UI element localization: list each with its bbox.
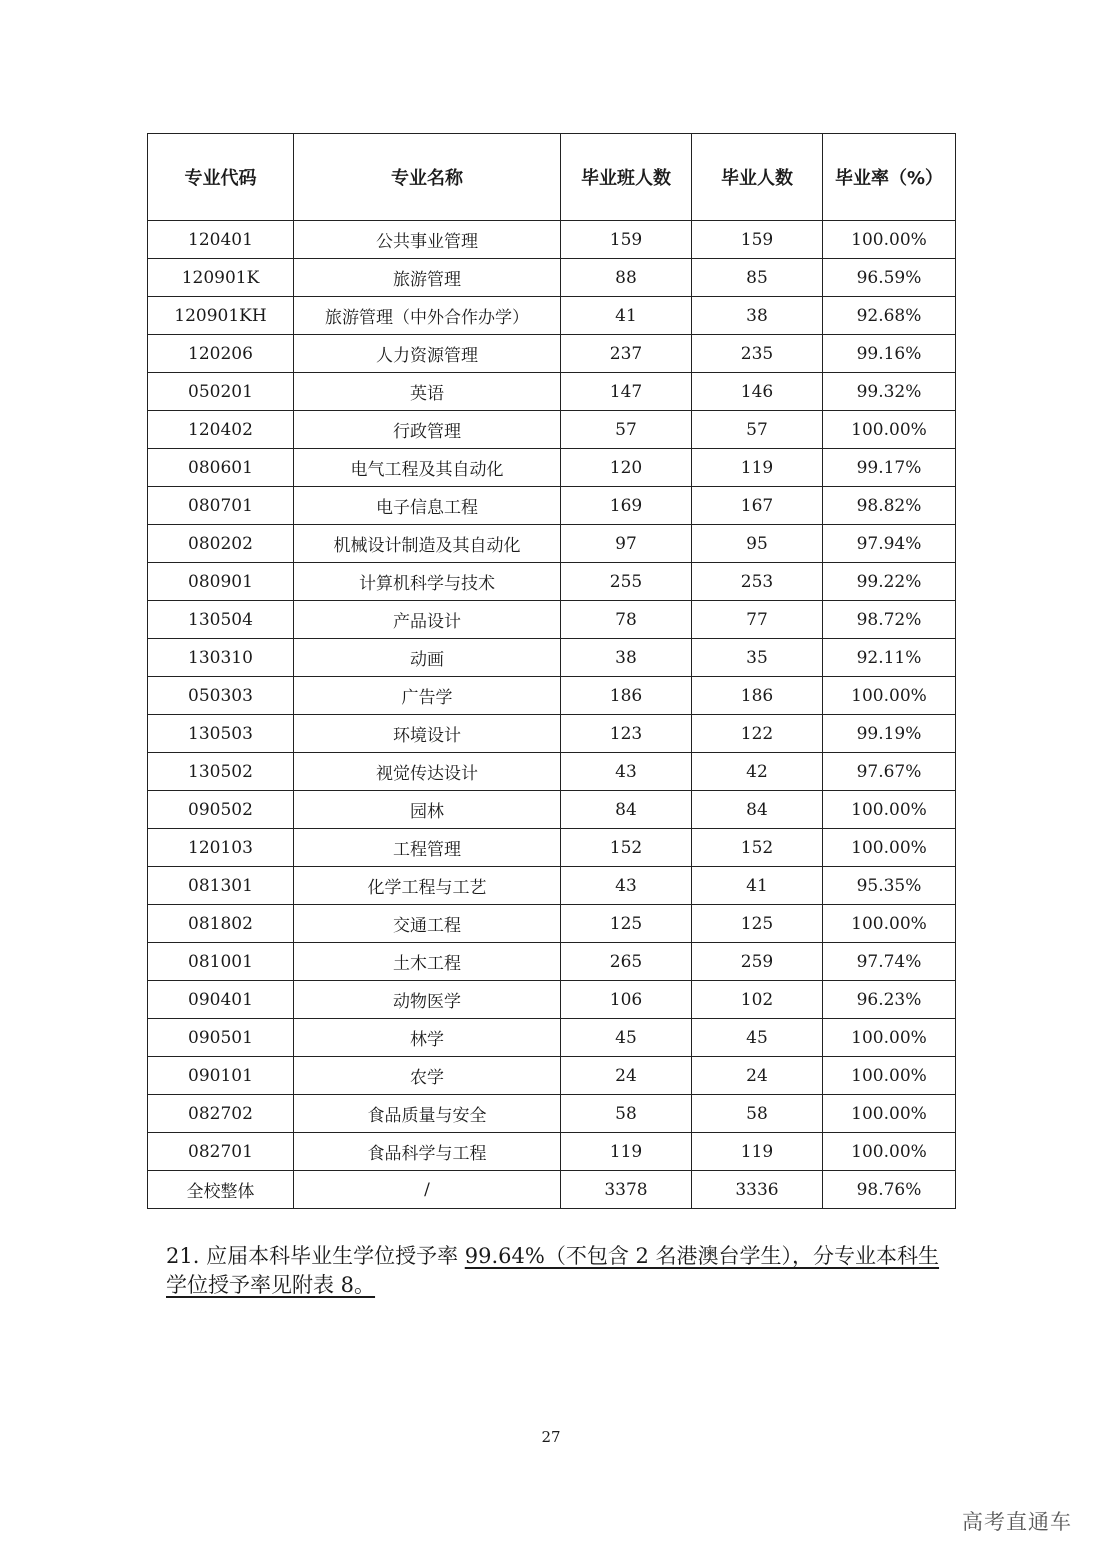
cell-class-count: 169 xyxy=(561,487,692,525)
cell-class-count: 45 xyxy=(561,1019,692,1057)
cell-graduate-count: 152 xyxy=(692,829,823,867)
cell-major-name: 园林 xyxy=(294,791,561,829)
cell-graduation-rate: 92.68% xyxy=(823,297,956,335)
cell-major-name: 林学 xyxy=(294,1019,561,1057)
cell-major-code: 081001 xyxy=(148,943,294,981)
cell-major-name: 人力资源管理 xyxy=(294,335,561,373)
page-number: 27 xyxy=(541,1428,561,1446)
cell-major-code: 080202 xyxy=(148,525,294,563)
table-row xyxy=(148,411,956,449)
cell-major-code: 081802 xyxy=(148,905,294,943)
header-major-name: 专业名称 xyxy=(294,134,561,221)
cell-class-count: 123 xyxy=(561,715,692,753)
cell-class-count: 78 xyxy=(561,601,692,639)
cell-class-count: 186 xyxy=(561,677,692,715)
cell-major-code: 082701 xyxy=(148,1133,294,1171)
cell-graduate-count: 42 xyxy=(692,753,823,791)
cell-major-code: 082702 xyxy=(148,1095,294,1133)
cell-class-count: 84 xyxy=(561,791,692,829)
header-major-code: 专业代码 xyxy=(148,134,294,221)
cell-class-count: 57 xyxy=(561,411,692,449)
cell-major-code: 090101 xyxy=(148,1057,294,1095)
cell-major-name: 计算机科学与技术 xyxy=(294,563,561,601)
cell-class-count: 24 xyxy=(561,1057,692,1095)
cell-major-code: 120901K xyxy=(148,259,294,297)
cell-major-code: 130503 xyxy=(148,715,294,753)
cell-class-count: 41 xyxy=(561,297,692,335)
cell-major-name: 公共事业管理 xyxy=(294,221,561,259)
cell-major-code: 090501 xyxy=(148,1019,294,1057)
cell-graduation-rate: 99.19% xyxy=(823,715,956,753)
cell-class-count: 152 xyxy=(561,829,692,867)
cell-major-code: 120901KH xyxy=(148,297,294,335)
table-row xyxy=(148,259,956,297)
table-row xyxy=(148,1133,956,1171)
cell-graduate-count: 235 xyxy=(692,335,823,373)
cell-major-name: 英语 xyxy=(294,373,561,411)
table-row xyxy=(148,1057,956,1095)
cell-graduate-count: 159 xyxy=(692,221,823,259)
table-row xyxy=(148,829,956,867)
cell-graduation-rate: 100.00% xyxy=(823,221,956,259)
cell-graduate-count: 122 xyxy=(692,715,823,753)
cell-major-code: 130310 xyxy=(148,639,294,677)
table-row xyxy=(148,791,956,829)
cell-graduation-rate: 99.22% xyxy=(823,563,956,601)
cell-class-count: 265 xyxy=(561,943,692,981)
cell-graduation-rate: 100.00% xyxy=(823,677,956,715)
table-row xyxy=(148,221,956,259)
cell-graduation-rate: 92.11% xyxy=(823,639,956,677)
total-cell-major-code: 全校整体 xyxy=(148,1171,294,1209)
cell-graduate-count: 167 xyxy=(692,487,823,525)
cell-major-code: 120206 xyxy=(148,335,294,373)
cell-graduate-count: 58 xyxy=(692,1095,823,1133)
cell-major-name: 旅游管理（中外合作办学） xyxy=(294,297,561,335)
cell-graduation-rate: 100.00% xyxy=(823,905,956,943)
cell-major-name: 广告学 xyxy=(294,677,561,715)
cell-graduate-count: 57 xyxy=(692,411,823,449)
cell-major-code: 050303 xyxy=(148,677,294,715)
cell-class-count: 106 xyxy=(561,981,692,1019)
cell-major-name: 产品设计 xyxy=(294,601,561,639)
cell-graduate-count: 259 xyxy=(692,943,823,981)
table-row xyxy=(148,601,956,639)
cell-major-code: 090401 xyxy=(148,981,294,1019)
cell-graduate-count: 186 xyxy=(692,677,823,715)
cell-major-code: 090502 xyxy=(148,791,294,829)
cell-graduate-count: 85 xyxy=(692,259,823,297)
table-row xyxy=(148,1095,956,1133)
cell-graduation-rate: 99.17% xyxy=(823,449,956,487)
table-row xyxy=(148,373,956,411)
cell-graduate-count: 253 xyxy=(692,563,823,601)
total-cell-graduate-count: 3336 xyxy=(692,1171,823,1209)
cell-major-code: 130504 xyxy=(148,601,294,639)
cell-graduation-rate: 97.67% xyxy=(823,753,956,791)
cell-graduate-count: 84 xyxy=(692,791,823,829)
table-row xyxy=(148,677,956,715)
table-row xyxy=(148,525,956,563)
cell-class-count: 58 xyxy=(561,1095,692,1133)
note-underlined-text: 99.64%（不包含 2 名港澳台学生），分专业本科生学位授予率见附表 8。 xyxy=(166,1244,940,1297)
table-row xyxy=(148,563,956,601)
cell-graduation-rate: 100.00% xyxy=(823,1133,956,1171)
total-cell-major-name: / xyxy=(294,1171,561,1209)
cell-graduate-count: 146 xyxy=(692,373,823,411)
table-row xyxy=(148,753,956,791)
table-row xyxy=(148,715,956,753)
cell-major-code: 080601 xyxy=(148,449,294,487)
cell-class-count: 125 xyxy=(561,905,692,943)
table-row xyxy=(148,639,956,677)
table-row xyxy=(148,335,956,373)
table-row xyxy=(148,449,956,487)
cell-major-code: 080901 xyxy=(148,563,294,601)
cell-class-count: 97 xyxy=(561,525,692,563)
cell-major-name: 机械设计制造及其自动化 xyxy=(294,525,561,563)
cell-graduation-rate: 95.35% xyxy=(823,867,956,905)
table-row xyxy=(148,905,956,943)
cell-major-code: 130502 xyxy=(148,753,294,791)
watermark-logo-text: 高考直通车 xyxy=(962,1510,1072,1534)
table-row xyxy=(148,943,956,981)
cell-class-count: 88 xyxy=(561,259,692,297)
cell-graduate-count: 35 xyxy=(692,639,823,677)
table-row xyxy=(148,297,956,335)
cell-major-name: 土木工程 xyxy=(294,943,561,981)
cell-major-name: 交通工程 xyxy=(294,905,561,943)
cell-graduate-count: 95 xyxy=(692,525,823,563)
note-prefix: 21. 应届本科毕业生学位授予率 xyxy=(166,1244,465,1268)
cell-major-code: 050201 xyxy=(148,373,294,411)
cell-graduation-rate: 99.32% xyxy=(823,373,956,411)
cell-graduation-rate: 96.59% xyxy=(823,259,956,297)
cell-graduation-rate: 100.00% xyxy=(823,829,956,867)
header-class-count: 毕业班人数 xyxy=(561,134,692,221)
cell-major-code: 120402 xyxy=(148,411,294,449)
cell-graduation-rate: 98.72% xyxy=(823,601,956,639)
cell-graduation-rate: 100.00% xyxy=(823,411,956,449)
table-header-row xyxy=(148,134,956,221)
cell-major-name: 电气工程及其自动化 xyxy=(294,449,561,487)
cell-major-name: 视觉传达设计 xyxy=(294,753,561,791)
cell-graduation-rate: 100.00% xyxy=(823,791,956,829)
cell-class-count: 237 xyxy=(561,335,692,373)
cell-class-count: 43 xyxy=(561,867,692,905)
table-row xyxy=(148,487,956,525)
cell-graduation-rate: 100.00% xyxy=(823,1019,956,1057)
cell-major-name: 农学 xyxy=(294,1057,561,1095)
cell-major-name: 旅游管理 xyxy=(294,259,561,297)
table-row xyxy=(148,867,956,905)
cell-major-name: 动物医学 xyxy=(294,981,561,1019)
cell-graduate-count: 24 xyxy=(692,1057,823,1095)
cell-graduate-count: 119 xyxy=(692,449,823,487)
cell-major-name: 工程管理 xyxy=(294,829,561,867)
cell-major-code: 080701 xyxy=(148,487,294,525)
table-body xyxy=(148,221,956,1209)
cell-graduation-rate: 100.00% xyxy=(823,1095,956,1133)
header-graduation-rate: 毕业率（%） xyxy=(823,134,956,221)
cell-class-count: 119 xyxy=(561,1133,692,1171)
cell-graduation-rate: 97.94% xyxy=(823,525,956,563)
cell-major-code: 120401 xyxy=(148,221,294,259)
cell-graduation-rate: 100.00% xyxy=(823,1057,956,1095)
cell-major-code: 120103 xyxy=(148,829,294,867)
cell-major-code: 081301 xyxy=(148,867,294,905)
cell-class-count: 255 xyxy=(561,563,692,601)
total-cell-graduation-rate: 98.76% xyxy=(823,1171,956,1209)
cell-graduate-count: 77 xyxy=(692,601,823,639)
cell-graduate-count: 125 xyxy=(692,905,823,943)
cell-major-name: 行政管理 xyxy=(294,411,561,449)
table-row xyxy=(148,1019,956,1057)
cell-major-name: 环境设计 xyxy=(294,715,561,753)
cell-graduation-rate: 97.74% xyxy=(823,943,956,981)
table-row xyxy=(148,981,956,1019)
cell-graduate-count: 119 xyxy=(692,1133,823,1171)
cell-graduate-count: 45 xyxy=(692,1019,823,1057)
cell-graduate-count: 41 xyxy=(692,867,823,905)
cell-graduate-count: 38 xyxy=(692,297,823,335)
cell-major-name: 动画 xyxy=(294,639,561,677)
header-graduate-count: 毕业人数 xyxy=(692,134,823,221)
cell-class-count: 43 xyxy=(561,753,692,791)
cell-graduation-rate: 98.82% xyxy=(823,487,956,525)
cell-major-name: 化学工程与工艺 xyxy=(294,867,561,905)
cell-major-name: 食品质量与安全 xyxy=(294,1095,561,1133)
total-cell-class-count: 3378 xyxy=(561,1171,692,1209)
cell-graduate-count: 102 xyxy=(692,981,823,1019)
table-total-row xyxy=(148,1171,956,1209)
cell-major-name: 食品科学与工程 xyxy=(294,1133,561,1171)
degree-rate-note xyxy=(166,1242,946,1300)
cell-class-count: 147 xyxy=(561,373,692,411)
cell-class-count: 120 xyxy=(561,449,692,487)
cell-graduation-rate: 99.16% xyxy=(823,335,956,373)
cell-class-count: 38 xyxy=(561,639,692,677)
cell-major-name: 电子信息工程 xyxy=(294,487,561,525)
cell-graduation-rate: 96.23% xyxy=(823,981,956,1019)
cell-class-count: 159 xyxy=(561,221,692,259)
graduation-rate-table xyxy=(147,133,956,1209)
